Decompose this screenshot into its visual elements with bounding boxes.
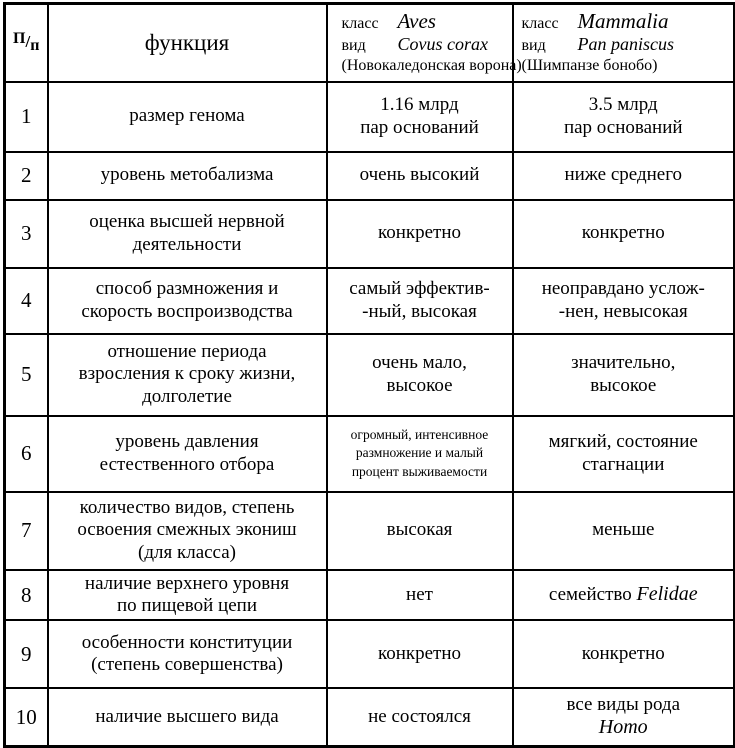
header-num-bottom: п: [30, 36, 40, 54]
function-cell-line: освоения смежных экониш: [77, 519, 297, 541]
mammalia-value-cell-line: конкретно: [581, 643, 665, 665]
function-cell-line: деятельности: [132, 233, 242, 255]
mammalia-value-cell-line: стагнации: [582, 453, 665, 475]
table-row: [5, 492, 735, 570]
mammalia-value-cell-line: все виды рода: [566, 694, 681, 716]
header-mammalia-class-label: класс: [521, 15, 559, 33]
mammalia-value-cell-line: 3.5 млрд: [588, 94, 658, 116]
aves-value-cell-line: не состоялся: [368, 705, 471, 727]
aves-value-cell-line: пар оснований: [360, 116, 479, 138]
aves-value-cell-line: нет: [406, 583, 433, 605]
mammalia-value-cell-line: меньше: [592, 519, 655, 541]
header-aves-common-name: (Новокаледонская ворона): [341, 57, 522, 75]
table-row: [5, 570, 735, 621]
function-cell-line: количество видов, степень: [79, 496, 295, 518]
header-mammalia-species-line: [522, 34, 730, 56]
function-cell: [48, 492, 327, 570]
header-column-mammalia: [513, 4, 735, 82]
header-aves-class-label: класс: [341, 15, 379, 33]
header-aves-species-label: вид: [341, 37, 366, 55]
header-aves-class-line: [342, 9, 508, 34]
latin-name: Homo: [598, 716, 648, 739]
header-num-slash: /: [25, 31, 31, 51]
function-cell: [48, 334, 327, 416]
function-cell-line: способ размножения и: [95, 278, 279, 300]
table-row: [5, 334, 735, 416]
aves-value-cell: [327, 152, 513, 200]
mammalia-value-cell: [513, 82, 735, 152]
mammalia-value-cell-line: неоправдано услож-: [541, 278, 705, 300]
function-cell-line: скорость воспроизводства: [81, 300, 293, 322]
aves-value-cell: [327, 492, 513, 570]
function-cell-line: отношение периода: [107, 340, 267, 362]
mammalia-value-cell-line: [518, 716, 730, 740]
table-row: [5, 82, 735, 152]
function-cell-line: особенности конституции: [81, 631, 293, 653]
header-aves-species-name: Covus corax: [397, 34, 488, 55]
function-cell: [48, 570, 327, 621]
mammalia-value-cell-line: семейство Felidae: [548, 583, 698, 606]
aves-value-cell-line: высокая: [386, 519, 453, 541]
row-number-cell: 5: [5, 334, 48, 416]
header-mammalia-common-name: (Шимпанзе бонобо): [521, 57, 658, 75]
mammalia-value-cell-line: ниже среднего: [564, 164, 683, 186]
mammalia-value-cell: [513, 334, 735, 416]
function-cell: [48, 416, 327, 492]
header-num-top: П: [13, 29, 26, 47]
species-comparison-table: [3, 2, 735, 748]
aves-value-cell-line: конкретно: [377, 222, 462, 244]
row-number-cell: 3: [5, 200, 48, 268]
mammalia-value-cell: [513, 416, 735, 492]
aves-value-cell: [327, 268, 513, 334]
table-header-row: [5, 4, 735, 82]
table-row: [5, 268, 735, 334]
header-column-aves: [327, 4, 522, 82]
function-cell: [48, 620, 327, 688]
aves-value-cell-line: процент выживаемости: [351, 463, 488, 479]
function-cell-line: долголетие: [142, 385, 232, 407]
row-number-cell: 6: [5, 416, 48, 492]
function-cell-line: (для класса): [138, 541, 236, 563]
mammalia-value-cell: [513, 570, 735, 621]
table-row: [5, 620, 735, 688]
function-cell-line: оценка высшей нервной: [89, 211, 285, 233]
mammalia-value-cell: [513, 152, 735, 200]
mammalia-value-cell: [513, 268, 735, 334]
mammalia-value-cell-line: -нен, невысокая: [558, 300, 688, 322]
function-cell: [48, 200, 327, 268]
table-row: [5, 416, 735, 492]
aves-value-cell-line: очень высокий: [359, 164, 480, 186]
header-aves-class-name: Aves: [397, 9, 436, 34]
mammalia-value-cell-line: конкретно: [581, 222, 665, 244]
header-mammalia-class-line: [522, 9, 730, 34]
function-cell: [48, 82, 327, 152]
aves-value-cell: [327, 334, 513, 416]
mammalia-value-cell-line: мягкий, состояние: [548, 431, 698, 453]
header-aves-species-line: [342, 34, 508, 56]
mammalia-value-cell-line: пар оснований: [563, 116, 683, 138]
function-cell-line: наличие высшего вида: [95, 705, 279, 727]
function-cell-line: по пищевой цепи: [116, 594, 257, 616]
row-number-cell: 1: [5, 82, 48, 152]
aves-value-cell: [327, 620, 513, 688]
row-number-cell: 7: [5, 492, 48, 570]
aves-value-cell-line: конкретно: [377, 643, 462, 665]
mammalia-value-cell-line: значительно,: [571, 352, 676, 374]
mammalia-value-cell: [513, 200, 735, 268]
table-row: [5, 152, 735, 200]
function-cell-line: (степень совершенства): [91, 654, 283, 676]
function-cell-line: уровень метобализма: [100, 164, 274, 186]
aves-value-cell: [327, 416, 513, 492]
aves-value-cell-line: размножение и малый: [355, 445, 484, 461]
aves-value-cell: [327, 200, 513, 268]
function-cell-line: взросления к сроку жизни,: [78, 363, 296, 385]
mammalia-value-cell: [513, 492, 735, 570]
row-number-cell: 8: [5, 570, 48, 621]
function-cell-line: естественного отбора: [99, 453, 275, 475]
function-cell-line: уровень давления: [115, 431, 259, 453]
latin-name: Felidae: [636, 583, 698, 606]
header-function: функция: [48, 4, 327, 82]
aves-value-cell-line: 1.16 млрд: [380, 94, 459, 116]
aves-value-cell-line: очень мало,: [372, 352, 467, 374]
table-body: [5, 4, 735, 747]
function-cell: [48, 152, 327, 200]
row-number-cell: 2: [5, 152, 48, 200]
function-cell-line: размер генома: [129, 105, 245, 127]
header-mammalia-species-label: вид: [521, 37, 546, 55]
function-cell: [48, 268, 327, 334]
aves-value-cell-line: -ный, высокая: [362, 300, 477, 322]
table-row: [5, 200, 735, 268]
aves-value-cell-line: огромный, интенсивное: [350, 427, 489, 443]
row-number-cell: 4: [5, 268, 48, 334]
aves-value-cell: [327, 570, 513, 621]
header-mammalia-class-name: Mammalia: [577, 9, 669, 34]
aves-value-cell-line: самый эффектив-: [349, 278, 490, 300]
row-number-cell: 10: [5, 688, 48, 746]
aves-value-cell-line: высокое: [386, 374, 453, 396]
mammalia-value-cell: [513, 620, 735, 688]
function-cell-line: наличие верхнего уровня: [84, 572, 290, 594]
aves-value-cell: [327, 82, 513, 152]
header-row-number: [5, 4, 48, 82]
header-mammalia-species-name: Pan paniscus: [577, 34, 674, 55]
row-number-cell: 9: [5, 620, 48, 688]
mammalia-value-cell-line: высокое: [590, 374, 657, 396]
